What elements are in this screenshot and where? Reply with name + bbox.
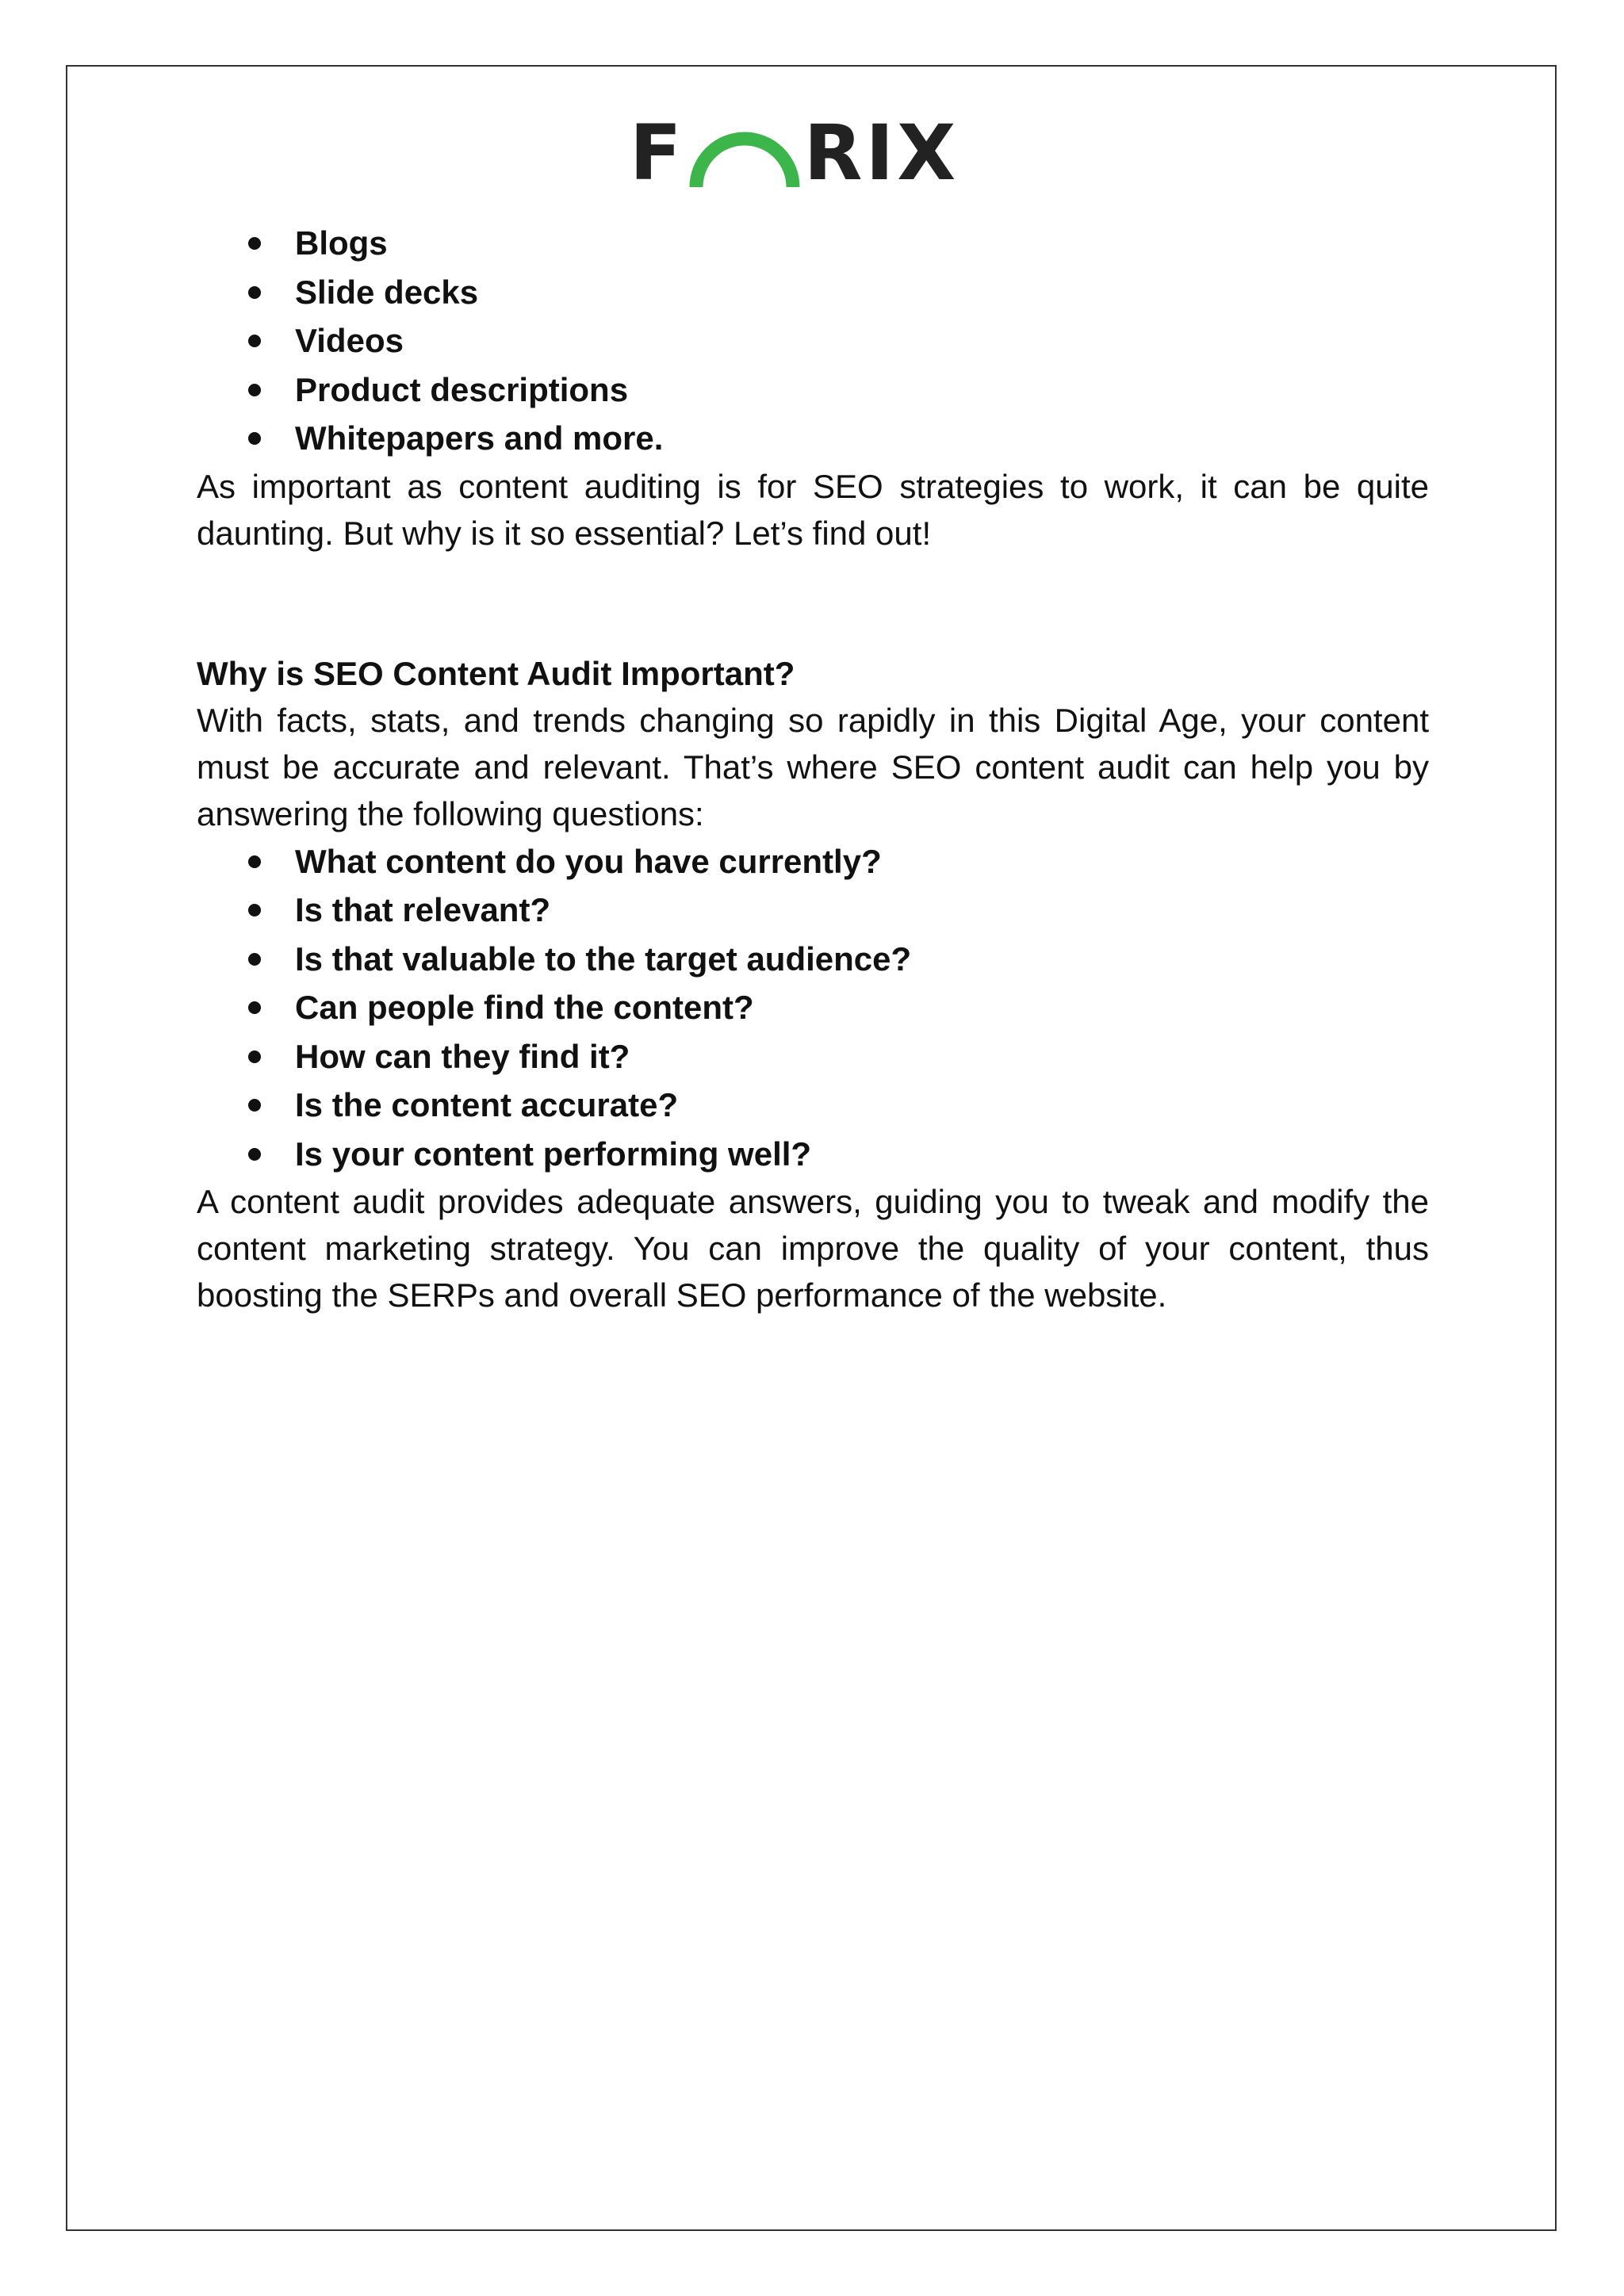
list-item: Is that valuable to the target audience?: [197, 935, 1429, 984]
logo-letters-rix: RIX: [803, 109, 959, 197]
bullet-icon: [248, 1050, 261, 1063]
closing-paragraph: A content audit provides adequate answers, guiding you to tweak and modify the content marketing strategy. You can improve the quality of your content, thus boosting the SERPs and overall SEO performance of the website.: [197, 1183, 1429, 1314]
list-item: Is the content accurate?: [197, 1081, 1429, 1130]
list-item: Slide decks: [197, 268, 1429, 317]
bullet-icon: [248, 384, 261, 396]
audit-questions-list: [197, 837, 1429, 1179]
list-item: Whitepapers and more.: [197, 414, 1429, 463]
section-heading: Why is SEO Content Audit Important?: [197, 654, 795, 692]
company-logo: [630, 109, 966, 197]
bullet-icon: [248, 1099, 261, 1112]
list-item: Product descriptions: [197, 365, 1429, 415]
spacer: [197, 557, 1429, 650]
bullet-icon: [248, 1148, 261, 1161]
section-paragraph: With facts, stats, and trends changing so rapidly in this Digital Age, your content must be accurate and relevant. That’s where SEO content audit can help you by answering the following questions:: [197, 701, 1429, 832]
bullet-icon: [248, 432, 261, 445]
list-item: How can they find it?: [197, 1032, 1429, 1081]
list-item: Blogs: [197, 219, 1429, 268]
bullet-icon: [248, 237, 261, 250]
bullet-icon: [248, 1001, 261, 1014]
logo-arc-icon: [685, 119, 804, 187]
bullet-icon: [248, 855, 261, 868]
list-item: Is that relevant?: [197, 886, 1429, 935]
bullet-icon: [248, 904, 261, 916]
list-item: Videos: [197, 316, 1429, 365]
intro-paragraph: As important as content auditing is for SEO strategies to work, it can be quite daunting. But why is it so essential? Let’s find out!: [197, 467, 1429, 552]
logo-letter-f: F: [630, 109, 685, 197]
list-item: What content do you have currently?: [197, 837, 1429, 886]
bullet-icon: [248, 953, 261, 966]
bullet-icon: [248, 335, 261, 347]
list-item: Can people find the content?: [197, 983, 1429, 1032]
list-item: Is your content performing well?: [197, 1130, 1429, 1179]
document-body: [197, 219, 1429, 1318]
bullet-icon: [248, 286, 261, 299]
content-types-list: [197, 219, 1429, 463]
